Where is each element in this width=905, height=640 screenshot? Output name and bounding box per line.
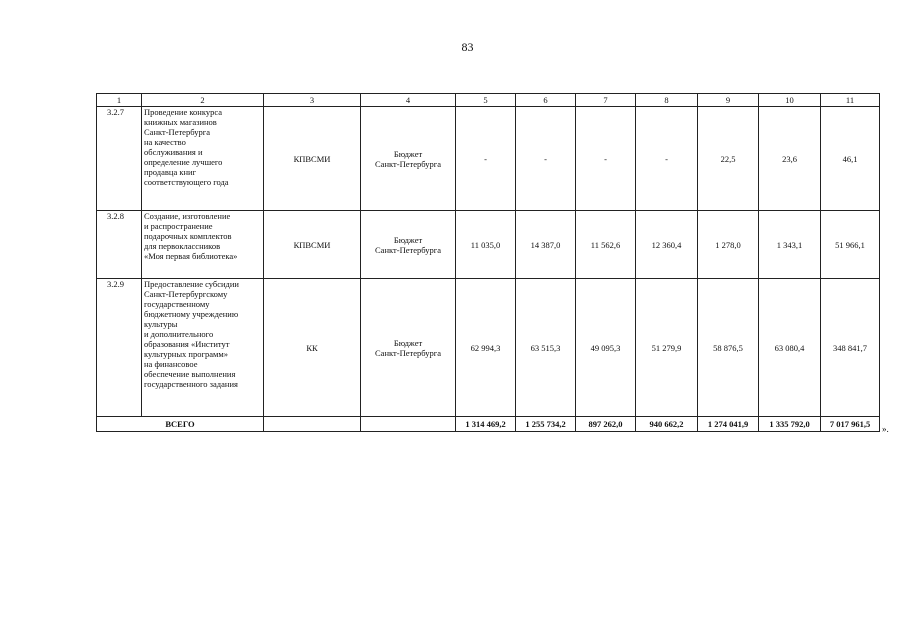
item-name xyxy=(142,279,264,417)
header-cell: 7 xyxy=(576,94,636,107)
name-line: бюджетному учреждению xyxy=(144,309,239,319)
total-row xyxy=(97,417,880,432)
name-line: Санкт-Петербургскому xyxy=(144,289,228,299)
executor: КК xyxy=(264,279,361,417)
name-line: Предоставление субсидии xyxy=(144,279,239,289)
value-cell: 12 360,4 xyxy=(636,211,698,279)
name-line: «Моя первая библиотека» xyxy=(144,251,238,261)
name-line: Создание, изготовление xyxy=(144,211,231,221)
name-line: государственному xyxy=(144,299,210,309)
source-line: Санкт-Петербурга xyxy=(375,347,441,358)
budget-table xyxy=(96,93,880,432)
executor: КПВСМИ xyxy=(264,211,361,279)
total-value: 1 255 734,2 xyxy=(516,417,576,432)
value-cell: 11 562,6 xyxy=(576,211,636,279)
source-line: Бюджет xyxy=(393,337,423,348)
header-cell: 4 xyxy=(361,94,456,107)
source-line: Санкт-Петербурга xyxy=(375,244,441,255)
name-line: и дополнительного xyxy=(144,329,214,339)
header-cell: 10 xyxy=(759,94,821,107)
name-line: на финансовое xyxy=(144,359,198,369)
value-cell: - xyxy=(636,107,698,211)
name-line: образования «Институт xyxy=(144,339,230,349)
value-cell: 58 876,5 xyxy=(698,279,759,417)
value-cell: 1 278,0 xyxy=(698,211,759,279)
total-value: 1 274 041,9 xyxy=(698,417,759,432)
executor: КПВСМИ xyxy=(264,107,361,211)
value-cell: 348 841,7 xyxy=(821,279,880,417)
name-line: для первоклассников xyxy=(144,241,221,251)
total-value: 897 262,0 xyxy=(576,417,636,432)
value-cell: 51 966,1 xyxy=(821,211,880,279)
table-row xyxy=(97,211,880,279)
header-cell: 5 xyxy=(456,94,516,107)
name-line: культурных программ» xyxy=(144,349,228,359)
value-cell: 49 095,3 xyxy=(576,279,636,417)
source-line: Бюджет xyxy=(393,148,423,159)
value-cell: 1 343,1 xyxy=(759,211,821,279)
value-cell: - xyxy=(456,107,516,211)
name-line: на качество xyxy=(144,137,186,147)
header-cell: 9 xyxy=(698,94,759,107)
closing-quote-mark: ». xyxy=(882,424,889,434)
header-cell: 6 xyxy=(516,94,576,107)
header-row xyxy=(97,94,880,107)
value-cell: 23,6 xyxy=(759,107,821,211)
name-line: соответствующего года xyxy=(144,177,229,187)
value-cell: 63 515,3 xyxy=(516,279,576,417)
total-value: 1 314 469,2 xyxy=(456,417,516,432)
header-cell: 3 xyxy=(264,94,361,107)
funding-source xyxy=(361,107,456,211)
value-cell: 63 080,4 xyxy=(759,279,821,417)
funding-source xyxy=(361,279,456,417)
name-line: обслуживания и xyxy=(144,147,203,157)
header-cell: 8 xyxy=(636,94,698,107)
empty-cell xyxy=(361,417,456,432)
value-cell: 11 035,0 xyxy=(456,211,516,279)
value-cell: 14 387,0 xyxy=(516,211,576,279)
value-cell: 22,5 xyxy=(698,107,759,211)
name-line: подарочных комплектов xyxy=(144,231,232,241)
total-value: 1 335 792,0 xyxy=(759,417,821,432)
total-label: ВСЕГО xyxy=(97,417,264,432)
value-cell: - xyxy=(516,107,576,211)
page-number: 83 xyxy=(461,40,474,54)
name-line: книжных магазинов xyxy=(144,117,217,127)
name-line: государственного задания xyxy=(144,379,238,389)
item-name xyxy=(142,107,264,211)
name-line: определение лучшего xyxy=(144,157,223,167)
value-cell: 62 994,3 xyxy=(456,279,516,417)
total-value: 940 662,2 xyxy=(636,417,698,432)
name-line: Санкт-Петербурга xyxy=(144,127,210,137)
name-line: культуры xyxy=(144,319,178,329)
table-row xyxy=(97,279,880,417)
table-row xyxy=(97,107,880,211)
item-name xyxy=(142,211,264,279)
header-cell: 1 xyxy=(97,94,142,107)
item-code: 3.2.7 xyxy=(97,107,142,211)
name-line: продавца книг xyxy=(144,167,197,177)
total-value: 7 017 961,5 xyxy=(821,417,880,432)
empty-cell xyxy=(264,417,361,432)
source-line: Бюджет xyxy=(393,234,423,245)
item-code: 3.2.8 xyxy=(97,211,142,279)
header-cell: 11 xyxy=(821,94,880,107)
value-cell: 46,1 xyxy=(821,107,880,211)
header-cell: 2 xyxy=(142,94,264,107)
source-line: Санкт-Петербурга xyxy=(375,158,441,169)
name-line: обеспечение выполнения xyxy=(144,369,236,379)
value-cell: 51 279,9 xyxy=(636,279,698,417)
value-cell: - xyxy=(576,107,636,211)
item-code: 3.2.9 xyxy=(97,279,142,417)
name-line: Проведение конкурса xyxy=(144,107,223,117)
name-line: и распространение xyxy=(144,221,213,231)
funding-source xyxy=(361,211,456,279)
